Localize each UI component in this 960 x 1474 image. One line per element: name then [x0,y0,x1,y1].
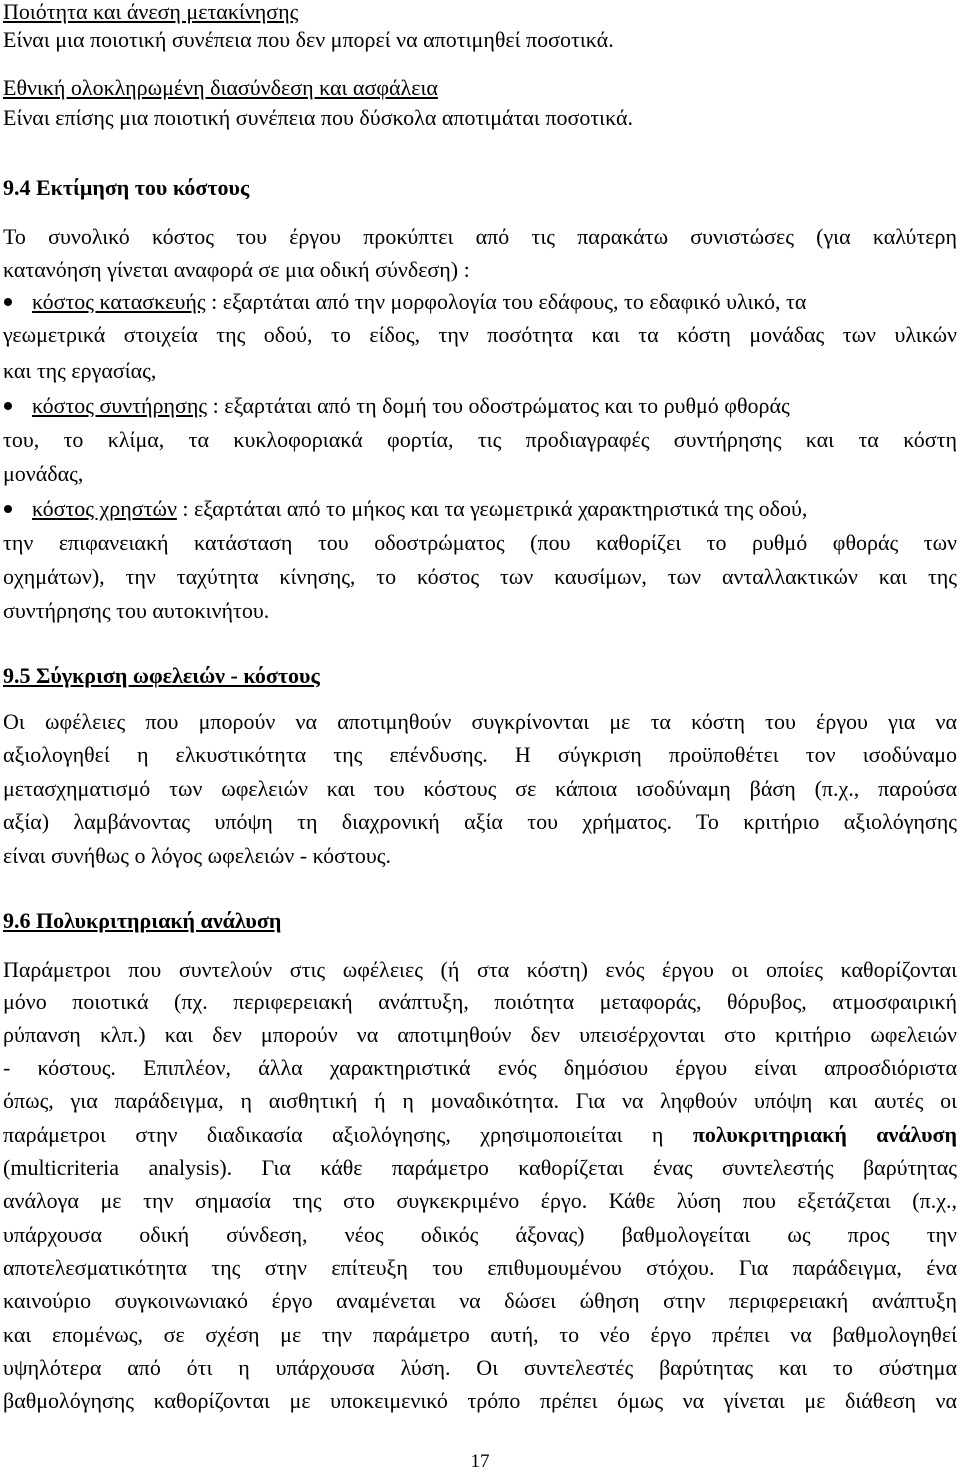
section-heading-9-6: 9.6 Πολυκριτηριακή ανάλυση [3,908,282,933]
s96-line-1: Παράμετροι που συντελούν στις ωφέλειες (ή στα κόστη) ενός έργου οι οποίες καθορίζονται [3,957,957,982]
bullet-icon [4,505,12,513]
bullet-maintenance-line-3: μονάδας, [3,461,84,486]
term-maintenance-cost: κόστος συντήρησης [32,393,208,418]
bullet-construction-line-2: γεωμετρικά στοιχεία της οδού, το είδος, την ποσότητα και τα κόστη μονάδας των υλικών [3,322,957,347]
bullet-maintenance-line-2: του, το κλίμα, τα κυκλοφοριακά φορτία, τις προδιαγραφές συντήρησης και τα κόστη [3,427,957,452]
intro-line-2: κατανόηση γίνεται αναφορά σε μια οδική σύνδεση) : [3,257,470,282]
s95-line-4: αξία) λαμβάνοντας υπόψη τη διαχρονική αξία του χρήματος. Το κριτήριο αξιολόγησης [3,809,957,834]
s96-line-3: ρύπανση κλπ.) και δεν μπορούν να αποτιμηθούν δεν υπεισέρχονται στο κριτήριο ωφελειών [3,1022,957,1047]
paragraph-comfort: Είναι μια ποιοτική συνέπεια που δεν μπορεί να αποτιμηθεί ποσοτικά. [3,27,614,52]
bullet-construction-line-3: και της εργασίας, [3,358,157,383]
section-heading-9-4: 9.4 Εκτίμηση του κόστους [3,175,250,200]
s95-line-5: είναι συνήθως ο λόγος ωφελειών - κόστους. [3,843,391,868]
s95-line-2: αξιολογηθεί η ελκυστικότητα της επένδυσης. Η σύγκριση προϋποθέτει τον ισοδύναμο [3,742,957,767]
s95-line-1: Οι ωφέλειες που μπορούν να αποτιμηθούν συγκρίνονται με τα κόστη του έργου για να [3,709,957,734]
term-construction-cost: κόστος κατασκευής [32,289,206,314]
s96-line-6: παράμετροι στην διαδικασία αξιολόγησης, χρησιμοποιείται η πολυκριτηριακή ανάλυση [3,1122,957,1147]
bullet-user-line-3: οχημάτων), την ταχύτητα κίνησης, το κόστος των καυσίμων, των ανταλλακτικών και της [3,564,957,589]
bullet-user-line-2: την επιφανειακή κατάσταση του οδοστρώματος (που καθορίζει το ρυθμό φθοράς των [3,530,957,555]
s96-line-2: μόνο ποιοτικά (πχ. περιφερειακή ανάπτυξη, ποιότητα μεταφοράς, θόρυβος, ατμοσφαιρική [3,989,957,1014]
s96-line-14: βαθμολόγησης καθορίζονται με υποκειμενικό τρόπο πρέπει όμως να γίνεται με διάθεση να [3,1388,957,1413]
term-user-cost: κόστος χρηστών [32,496,177,521]
term-multicriteria: πολυκριτηριακή ανάλυση [692,1122,957,1147]
bullet-user-line-4: συντήρησης του αυτοκινήτου. [3,598,270,623]
s96-line-13: υψηλότερα από ότι η υπάρχουσα λύση. Οι συντελεστές βαρύτητας και το σύστημα [3,1355,957,1380]
s96-line-11: καινούριο συγκοινωνιακό έργο αναμένεται να δώσει ώθηση στην περιφερειακή ανάπτυξη [3,1288,957,1313]
bullet-construction-cost: κόστος κατασκευής : εξαρτάται από την μορφολογία του εδάφους, το εδαφικό υλικό, τα [0,287,960,317]
bullet-icon [4,298,12,306]
s96-line-12: και επομένως, σε σχέση με την παράμετρο αυτή, το νέο έργο πρέπει να βαθμολογηθεί [3,1322,957,1347]
section-heading-9-5: 9.5 Σύγκριση ωφελειών - κόστους [3,663,320,688]
s96-line-7: (multicriteria analysis). Για κάθε παράμετρο καθορίζεται ένας συντελεστής βαρύτητας [3,1155,957,1180]
s96-line-4: - κόστους. Επιπλέον, άλλα χαρακτηριστικά ενός δημόσιου έργου είναι απροσδιόριστα [3,1055,957,1080]
s96-line-9: υπάρχουσα οδική σύνδεση, νέος οδικός άξονας) βαθμολογείται ως προς την [3,1222,957,1247]
bullet-maintenance-cost: κόστος συντήρησης : εξαρτάται από τη δομή του οδοστρώματος και το ρυθμό φθοράς [0,391,960,421]
s95-line-3: μετασχηματισμό των ωφελειών και του κόστους σε κάποια ισοδύναμη βάση (π.χ., παρούσα [3,776,957,801]
bullet-icon [4,402,12,410]
topic-title-comfort: Ποιότητα και άνεση μετακίνησης [3,0,299,24]
bullet-user-cost: κόστος χρηστών : εξαρτάται από το μήκος και τα γεωμετρικά χαρακτηριστικά της οδού, [0,494,960,524]
s96-line-8: ανάλογα με την σημασία της στο συγκεκριμένο έργο. Κάθε λύση που εξετάζεται (π.χ., [3,1188,957,1213]
page-number: 17 [470,1451,490,1472]
s96-line-10: αποτελεσματικότητα της στην επίτευξη του επιθυμουμένου στόχου. Για παράδειγμα, ένα [3,1255,957,1280]
s96-line-5: όπως, για παράδειγμα, η αισθητική ή η μοναδικότητα. Για να ληφθούν υπόψη και αυτές οι [3,1088,957,1113]
paragraph-connectivity: Είναι επίσης μια ποιοτική συνέπεια που δύσκολα αποτιμάται ποσοτικά. [3,105,633,130]
intro-line-1: Το συνολικό κόστος του έργου προκύπτει από τις παρακάτω συνιστώσες (για καλύτερη [3,224,957,249]
topic-title-connectivity: Εθνική ολοκληρωμένη διασύνδεση και ασφάλεια [3,75,438,100]
